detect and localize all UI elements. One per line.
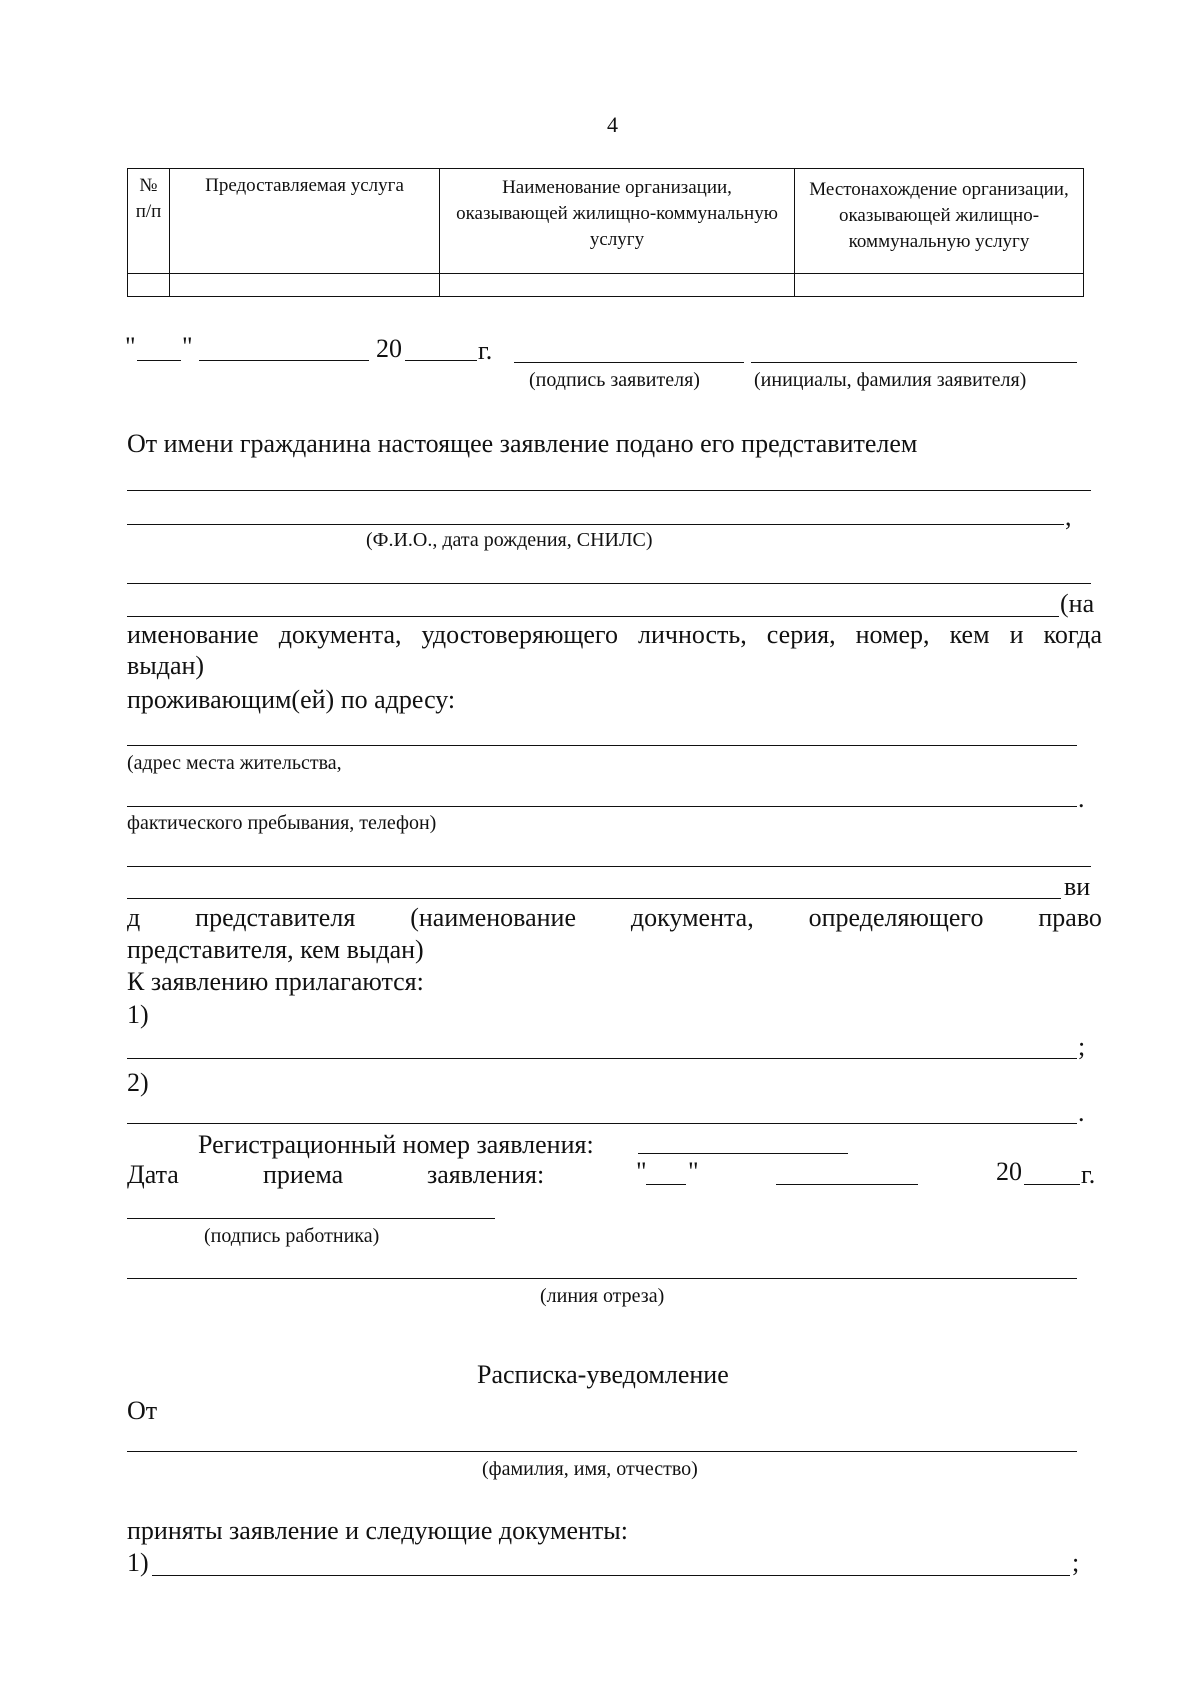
table-cell[interactable] — [440, 274, 795, 297]
applicant-name-field[interactable] — [751, 362, 1077, 363]
table-header-row — [128, 169, 1084, 274]
date-year-suffix: г. — [478, 336, 493, 365]
identity-doc-field-1[interactable] — [127, 583, 1091, 584]
reception-year-prefix: 20 — [996, 1157, 1022, 1186]
authority-doc-field-2[interactable] — [127, 898, 1061, 899]
reception-date-word-1: Дата — [127, 1160, 179, 1189]
caption-word: документа, — [630, 903, 754, 932]
receipt-item-1-field[interactable] — [152, 1575, 1070, 1576]
table-cell[interactable] — [128, 274, 170, 297]
table-row — [128, 274, 1084, 297]
authority-doc-caption-line1 — [127, 903, 1102, 933]
reception-year-suffix: г. — [1081, 1160, 1096, 1189]
representative-intro: От имени гражданина настоящее заявление подано его представителем — [127, 429, 918, 458]
date-quote-close: " — [182, 332, 193, 361]
receipt-title: Расписка-уведомление — [477, 1360, 729, 1389]
address-caption: (адрес места жительства, — [127, 752, 342, 774]
header-organization: Наименование организации, оказывающей жилищно-коммунальную услугу — [440, 169, 795, 274]
caption-word: представителя — [195, 903, 356, 932]
table-cell[interactable] — [170, 274, 440, 297]
identity-doc-caption-line2: выдан) — [127, 651, 205, 680]
stay-period: . — [1078, 784, 1085, 813]
authority-doc-caption-line2: представителя, кем выдан) — [127, 935, 424, 964]
receipt-name-field[interactable] — [127, 1451, 1077, 1452]
attachment-1-end: ; — [1078, 1032, 1086, 1061]
representative-field-1[interactable] — [127, 490, 1091, 491]
authority-doc-tail: ви — [1064, 872, 1091, 901]
reception-day-field[interactable] — [646, 1184, 686, 1185]
residing-label: проживающим(ей) по адресу: — [127, 685, 456, 714]
services-table — [127, 168, 1084, 297]
cut-line-caption: (линия отреза) — [540, 1285, 665, 1307]
receipt-from-label: От — [127, 1396, 158, 1425]
attachments-title: К заявлению прилагаются: — [127, 967, 424, 996]
caption-word: право — [1038, 903, 1102, 932]
reception-date-word-2: приема — [263, 1160, 344, 1189]
receipt-item-1-number: 1) — [127, 1548, 149, 1577]
worker-signature-caption: (подпись работника) — [204, 1225, 380, 1247]
registration-number-field[interactable] — [638, 1153, 848, 1154]
identity-doc-field-2[interactable] — [127, 616, 1059, 617]
date-quote-open: " — [125, 332, 136, 361]
identity-doc-tail: (на — [1060, 589, 1095, 618]
header-number: № п/п — [128, 169, 170, 274]
reception-quote-close: " — [688, 1157, 699, 1186]
identity-doc-caption-line1: именование документа, удостоверяющего личность, серия, номер, кем и когда — [127, 620, 1102, 649]
attachment-1-number: 1) — [127, 1000, 149, 1029]
representative-comma: , — [1065, 502, 1072, 531]
date-year-field[interactable] — [405, 360, 477, 361]
reception-quote-open: " — [636, 1157, 647, 1186]
date-year-prefix: 20 — [376, 334, 402, 363]
authority-doc-field-1[interactable] — [127, 866, 1091, 867]
fio-caption: (Ф.И.О., дата рождения, СНИЛС) — [366, 529, 653, 551]
header-location: Местонахождение организации, оказывающей жилищно-коммунальную услугу — [795, 169, 1084, 274]
reception-date-word-3: заявления: — [427, 1160, 545, 1189]
applicant-signature-field[interactable] — [514, 362, 744, 363]
caption-word: (наименование — [410, 903, 576, 932]
attachment-2-end: . — [1078, 1098, 1085, 1127]
representative-field-2[interactable] — [127, 524, 1064, 525]
receipt-name-caption: (фамилия, имя, отчество) — [482, 1458, 698, 1480]
stay-field[interactable] — [127, 806, 1077, 807]
reception-month-field[interactable] — [776, 1184, 918, 1185]
receipt-item-1-end: ; — [1072, 1548, 1080, 1577]
receipt-accepted-label: приняты заявление и следующие документы: — [127, 1516, 628, 1545]
attachment-2-number: 2) — [127, 1068, 149, 1097]
address-field[interactable] — [127, 745, 1077, 746]
attachment-1-field[interactable] — [127, 1058, 1077, 1059]
date-day-field[interactable] — [137, 360, 181, 361]
page-number: 4 — [607, 112, 618, 137]
date-month-field[interactable] — [199, 360, 369, 361]
table-cell[interactable] — [795, 274, 1084, 297]
header-service: Предоставляемая услуга — [170, 169, 440, 274]
caption-word: д — [127, 903, 141, 932]
applicant-name-caption: (инициалы, фамилия заявителя) — [754, 369, 1027, 391]
worker-signature-field[interactable] — [127, 1218, 495, 1219]
applicant-signature-caption: (подпись заявителя) — [529, 369, 700, 391]
caption-word: определяющего — [808, 903, 984, 932]
attachment-2-field[interactable] — [127, 1123, 1077, 1124]
stay-caption: фактического пребывания, телефон) — [127, 812, 437, 834]
reception-year-field[interactable] — [1024, 1184, 1080, 1185]
registration-number-label: Регистрационный номер заявления: — [198, 1130, 594, 1159]
cut-line — [127, 1278, 1077, 1279]
